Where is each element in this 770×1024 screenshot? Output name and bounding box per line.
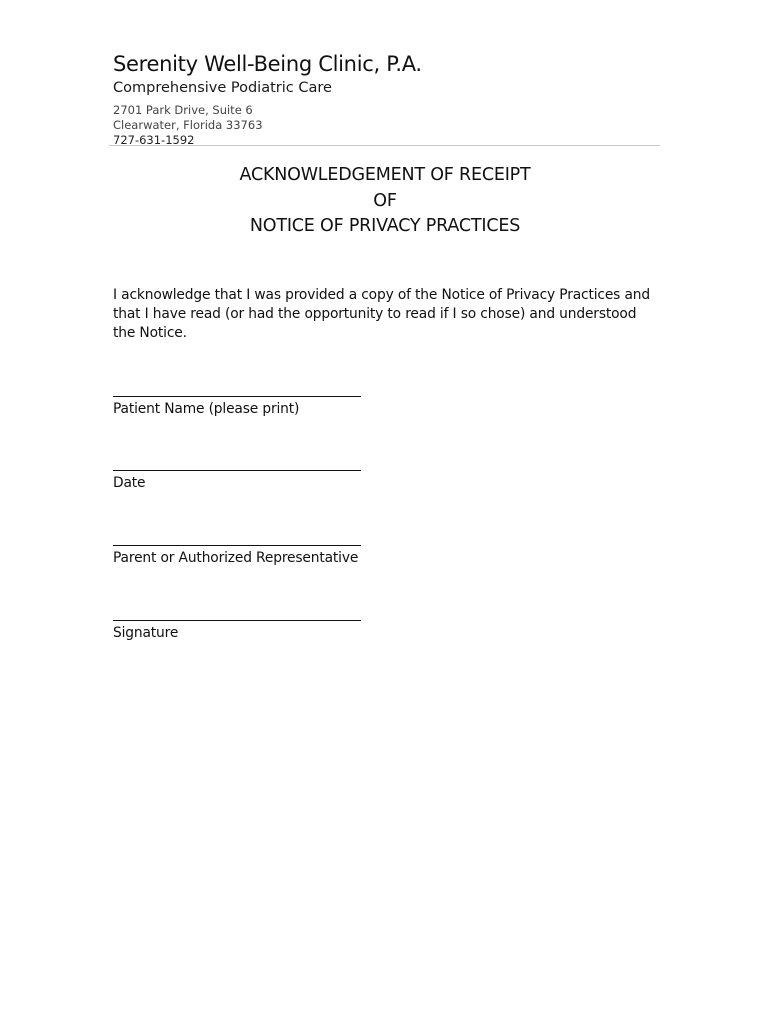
clinic-phone: 727-631-1592 xyxy=(113,133,195,147)
patient-name-line[interactable] xyxy=(113,396,361,397)
patient-name-field[interactable] xyxy=(113,396,363,418)
patient-name-label: Patient Name (please print) xyxy=(113,401,300,417)
form-title-line-2: OF xyxy=(373,190,397,211)
clinic-address xyxy=(113,103,660,148)
representative-field[interactable] xyxy=(113,545,363,567)
form-title xyxy=(0,163,770,240)
representative-line[interactable] xyxy=(113,545,361,546)
signature-line[interactable] xyxy=(113,620,361,621)
letterhead xyxy=(113,50,660,148)
clinic-name: Serenity Well-Being Clinic, P.A. xyxy=(113,52,422,76)
signature-field[interactable] xyxy=(113,620,363,642)
address-line-street: 2701 Park Drive, Suite 6 xyxy=(113,103,253,117)
form-title-line-3: NOTICE OF PRIVACY PRACTICES xyxy=(249,216,521,236)
signature-label: Signature xyxy=(113,625,179,641)
address-line-city: Clearwater, Florida 33763 xyxy=(113,118,263,132)
acknowledgement-text: I acknowledge that I was provided a copy of the Notice of Privacy Practices and that I have read (or had the opportunity to read if I so chose) and understood the Notice. xyxy=(113,287,650,341)
form-title-line-1: ACKNOWLEDGEMENT OF RECEIPT xyxy=(239,165,531,185)
representative-label: Parent or Authorized Representative xyxy=(113,550,359,566)
date-line[interactable] xyxy=(113,470,361,471)
date-field[interactable] xyxy=(113,470,363,492)
letterhead-divider xyxy=(109,145,660,146)
clinic-tagline: Comprehensive Podiatric Care xyxy=(113,80,332,96)
date-label: Date xyxy=(113,475,146,491)
